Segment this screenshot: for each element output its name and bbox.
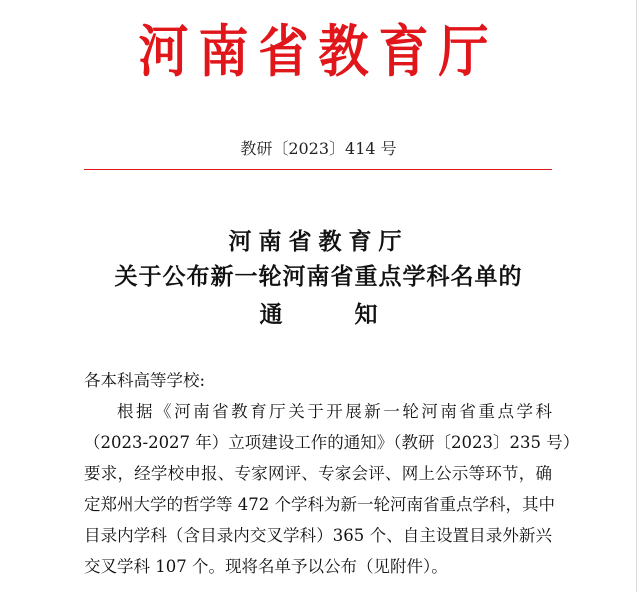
title-line-3-part-a: 通 — [259, 301, 283, 328]
body-line-2: （2023-2027 年）立项建设工作的通知》（教研〔2023〕235 号） — [84, 433, 580, 452]
title-line-3 — [0, 299, 637, 331]
body-line-6: 交叉学科 107 个。现将名单予以公布（见附件）。 — [84, 557, 448, 576]
title-line-1: 河南省教育厅 — [228, 228, 409, 255]
title-line-3-part-b: 知 — [354, 301, 378, 328]
body-line-4: 定郑州大学的哲学等 472 个学科为新一轮河南省重点学科，其中 — [84, 495, 555, 514]
title-line-2: 关于公布新一轮河南省重点学科名单的 — [114, 263, 523, 290]
red-divider — [84, 169, 552, 170]
org-header: 河南省教育厅 — [138, 18, 499, 85]
body-line-1: 根据《河南省教育厅关于开展新一轮河南省重点学科 — [117, 402, 552, 421]
body-line-5: 目录内学科（含目录内交叉学科）365 个、自主设置目录外新兴 — [84, 526, 552, 545]
salutation: 各本科高等学校: — [84, 371, 206, 390]
document-number: 教研〔2023〕414 号 — [240, 139, 397, 158]
body-line-3: 要求，经学校申报、专家网评、专家会评、网上公示等环节，确 — [84, 464, 552, 483]
